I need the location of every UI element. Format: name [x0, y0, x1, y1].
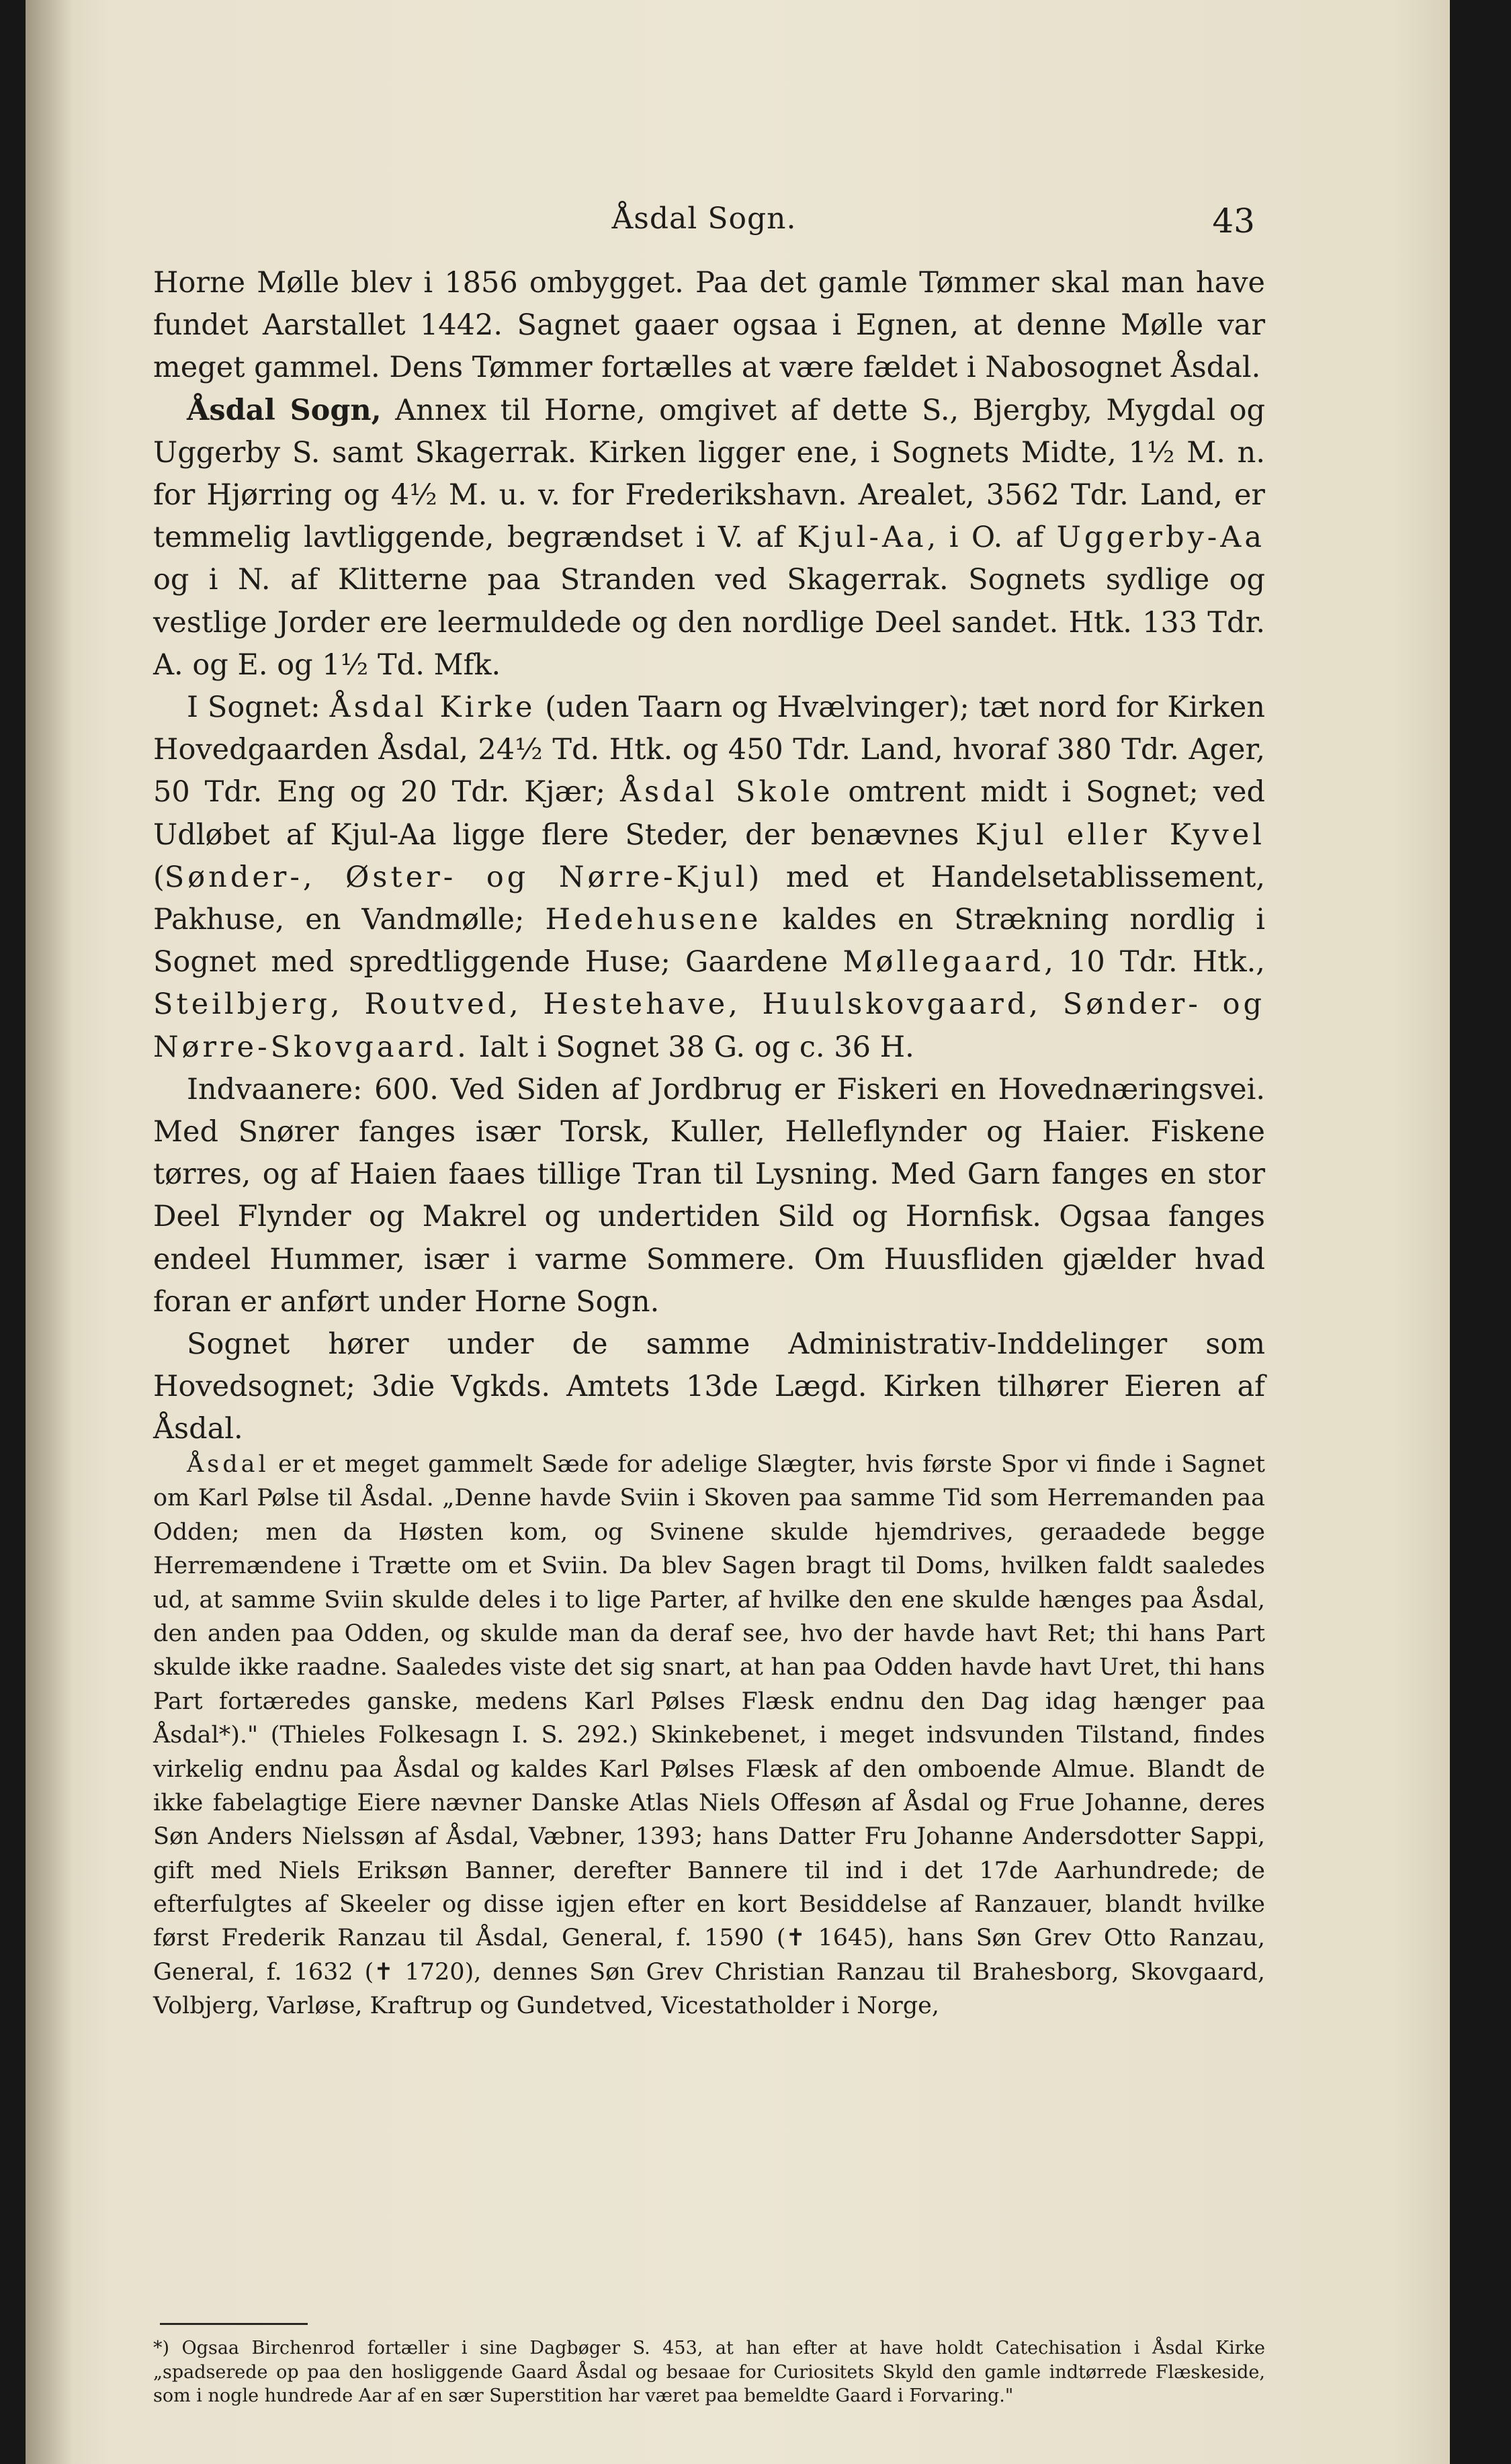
page-number: 43 — [1212, 202, 1255, 240]
parish-heading: Åsdal Sogn, — [187, 393, 382, 427]
mollegaard: Møllegaard — [843, 945, 1045, 979]
parish-text-8: ) med et Handelsetablissement, Pakhuse, en Vandmølle; — [153, 860, 1265, 937]
book-page — [26, 0, 1450, 2464]
history-paragraph — [153, 1448, 1265, 2023]
parish-text-3: og i N. af Klitterne paa Stranden ved Skagerrak. Sognets sydlige og vestlige Jorder ere leermuldede og den nordlige Deel sandet. Htk. 133 Tdr. A. og E. og 1½ Td. Mfk. — [153, 563, 1265, 682]
parish-paragraph-1 — [153, 390, 1265, 687]
parish-paragraph-2 — [153, 687, 1265, 1069]
asdal-skole: Åsdal Skole — [619, 775, 834, 809]
hedehusene: Hedehusene — [545, 903, 762, 937]
uggerby-aa: Uggerby-Aa — [1056, 521, 1265, 555]
parish-paragraph-4: Sognet hører under de samme Administrativ-Inddelinger som Hovedsognet; 3die Vgkds. Amtets 13de Lægd. Kirken tilhører Eieren af Åsdal. — [153, 1327, 1265, 1446]
kjul-aa: Kjul-Aa — [797, 521, 927, 555]
page-header — [153, 202, 1255, 255]
parish-text-4: I Sognet: — [187, 691, 330, 725]
history-lead: Åsdal — [187, 1451, 269, 1478]
history-text: er et meget gammelt Sæde for adelige Slægter, hvis første Spor vi finde i Sagnet om Karl Pølse til Åsdal. „Denne havde Sviin i Skoven paa samme Tid som Herremanden paa Odden; men da Høsten kom, og Svinene skulde hjemdrives, geraadede begge Herremændene i Trætte om et Sviin. Da blev Sagen bragt til Doms, hvilken faldt saaledes ud, at samme Sviin skulde deles i to lige Parter, af hvilke den ene skulde hænges paa Åsdal, den anden paa Odden, og skulde man da deraf see, hvo der havde havt Ret; thi hans Part skulde ikke raadne. Saaledes viste det sig snart, at han paa Odden havde havt Uret, thi hans Part fortæredes ganske, medens Karl Pølses Flæsk endnu den Dag idag hænger paa Åsdal*)." (Thieles Folkesagn I. S. 292.) Skinkebenet, i meget indsvunden Tilstand, findes virkelig endnu paa Åsdal og kaldes Karl Pølses Flæsk af den omboende Almue. Blandt de ikke fabelagtige Eiere nævner Danske Atlas Niels Offesøn af Åsdal og Frue Johanne, deres Søn Anders Nielssøn af Åsdal, Væbner, 1393; hans Datter Fru Johanne Andersdotter Sappi, gift med Niels Eriksøn Banner, derefter Bannere til ind i det 17de Aarhundrede; de efterfulgtes af Skeeler og disse igjen efter en kort Besiddelse af Ranzauer, blandt hvilke først Frederik Ranzau til Åsdal, General, f. 1590 (✝ 1645), hans Søn Grev Otto Ranzau, General, f. 1632 (✝ 1720), dennes Søn Grev Christian Ranzau til Brahesborg, Skovgaard, Volbjerg, Varløse, Kraftrup og Gundetved, Vicestatholder i Norge, — [153, 1451, 1265, 2020]
parish-text-2: , i O. af — [926, 521, 1057, 555]
parish-text-11: Ialt i Sognet 38 G. og c. 36 H. — [469, 1030, 914, 1064]
asdal-kirke: Åsdal Kirke — [329, 691, 536, 725]
spine-shadow — [26, 0, 73, 2464]
parish-text-9: kaldes en Strækning nordlig i Sognet med spredtliggende Huse; Gaardene — [153, 903, 1265, 979]
parish-text-10: , 10 Tdr. Htk., — [1044, 945, 1265, 979]
intro-paragraph: Horne Mølle blev i 1856 ombygget. Paa det gamle Tømmer skal man have fundet Aarstallet 1442. Sagnet gaaer ogsaa i Egnen, at denne Mølle var meget gammel. Dens Tømmer fortælles at være fældet i Nabosognet Åsdal. — [153, 266, 1265, 385]
sonder-oster-norre-kjul: Sønder-, Øster- og Nørre-Kjul — [164, 860, 748, 894]
main-text — [153, 262, 1265, 1451]
footnote-text: *) Ogsaa Birchenrod fortæller i sine Dagbøger S. 453, at han efter at have holdt Catechisation i Åsdal Kirke „spadserede op paa den hosliggende Gaard Åsdal og besaae for Curiositets Skyld den gamle indtørrede Flæskeside, som i nogle hundrede Aar af en sær Superstition har været paa bemeldte Gaard i Forvaring." — [153, 2338, 1265, 2407]
kjul-kyvel: Kjul eller Kyvel — [975, 818, 1265, 852]
farm-names: Steilbjerg, Routved, Hestehave, Huulskovgaard, Sønder- og Nørre-Skovgaard. — [153, 987, 1265, 1064]
parish-paragraph-3: Indvaanere: 600. Ved Siden af Jordbrug er Fiskeri en Hovednæringsvei. Med Snører fanges især Torsk, Kuller, Helleflynder og Haier. Fiskene tørres, og af Haien faaes tillige Tran til Lysning. Med Garn fanges en stor Deel Flynder og Makrel og undertiden Sild og Hornfisk. Ogsaa fanges endeel Hummer, især i varme Sommere. Om Huusfliden gjælder hvad foran er anført under Horne Sogn. — [153, 1072, 1265, 1319]
running-title: Åsdal Sogn. — [611, 202, 797, 236]
parish-text-7: ( — [153, 860, 165, 894]
footnote-divider — [160, 2323, 308, 2325]
parish-text-5: (uden Taarn og Hvælvinger); tæt nord for Kirken Hovedgaarden Åsdal, 24½ Td. Htk. og 450 Tdr. Land, hvoraf 380 Tdr. Ager, 50 Tdr. Eng og 20 Tdr. Kjær; — [153, 691, 1266, 809]
history-section — [153, 1448, 1265, 2023]
parish-text-1: Annex til Horne, omgivet af dette S., Bjergby, Mygdal og Uggerby S. samt Skagerrak. Kirken ligger ene, i Sognets Midte, 1½ M. n. for Hjørring og 4½ M. u. v. for Frederikshavn. Arealet, 3562 Tdr. Land, er temmelig lavtliggende, begrændset i V. af — [153, 393, 1265, 555]
parish-text-6: omtrent midt i Sognet; ved Udløbet af Kjul-Aa ligge flere Steder, der benævnes — [153, 775, 1265, 852]
footnote — [153, 2336, 1265, 2408]
